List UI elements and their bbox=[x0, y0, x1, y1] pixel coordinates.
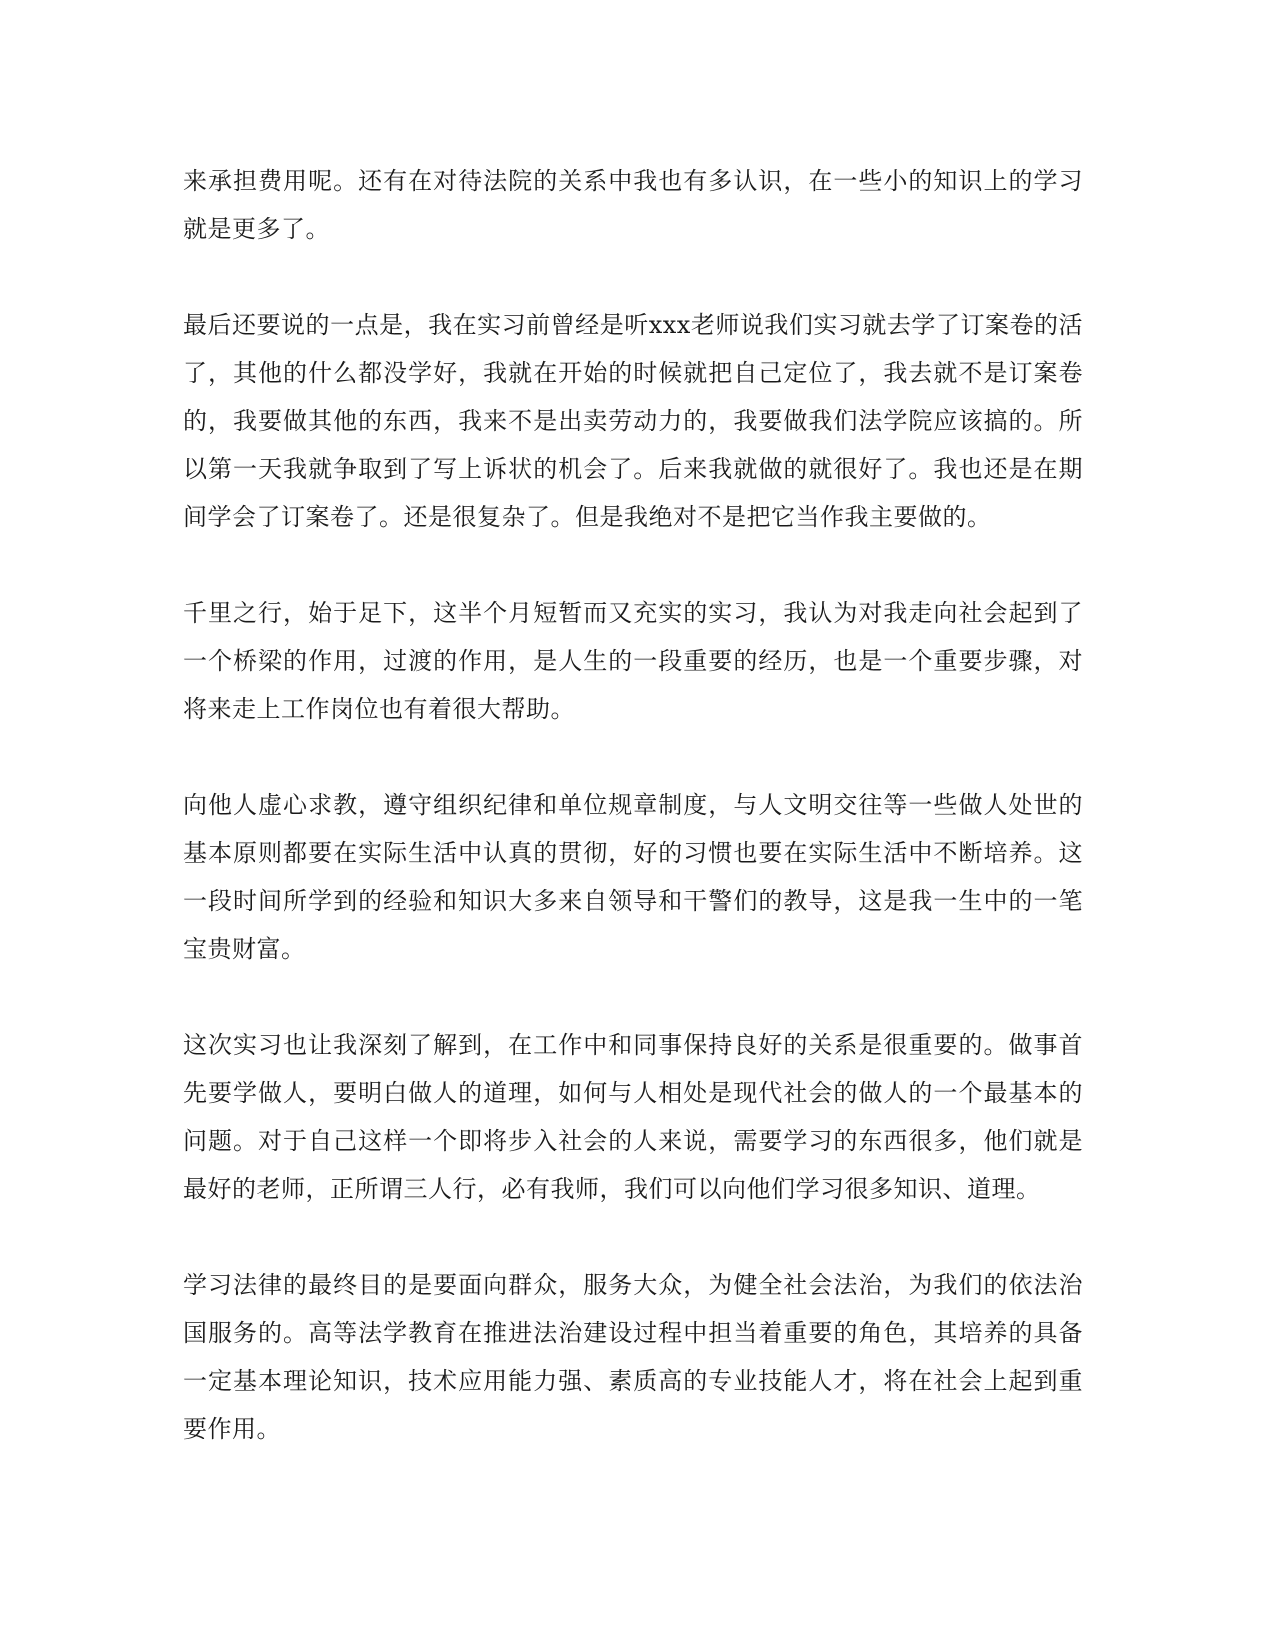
paragraph: 最后还要说的一点是，我在实习前曾经是听xxx老师说我们实习就去学了订案卷的活了，其他的什么都没学好，我就在开始的时候就把自己定位了，我去就不是订案卷的，我要做其他的东西，我来不是出卖劳动力的，我要做我们法学院应该搞的。所以第一天我就争取到了写上诉状的机会了。后来我就做的就很好了。我也还是在期间学会了订案卷了。还是很复杂了。但是我绝对不是把它当作我主要做的。 bbox=[183, 311, 1083, 531]
paragraph: 这次实习也让我深刻了解到，在工作中和同事保持良好的关系是很重要的。做事首先要学做人，要明白做人的道理，如何与人相处是现代社会的做人的一个最基本的问题。对于自己这样一个即将步入社会的人来说，需要学习的东西很多，他们就是最好的老师，正所谓三人行，必有我师，我们可以向他们学习很多知识、道理。 bbox=[183, 1031, 1083, 1203]
document-body bbox=[183, 157, 1083, 1453]
paragraph: 向他人虚心求教，遵守组织纪律和单位规章制度，与人文明交往等一些做人处世的基本原则都要在实际生活中认真的贯彻，好的习惯也要在实际生活中不断培养。这一段时间所学到的经验和知识大多来自领导和干警们的教导，这是我一生中的一笔宝贵财富。 bbox=[183, 791, 1083, 963]
paragraph: 千里之行，始于足下，这半个月短暂而又充实的实习，我认为对我走向社会起到了一个桥梁的作用，过渡的作用，是人生的一段重要的经历，也是一个重要步骤，对将来走上工作岗位也有着很大帮助。 bbox=[183, 599, 1083, 723]
paragraph: 来承担费用呢。还有在对待法院的关系中我也有多认识，在一些小的知识上的学习就是更多了。 bbox=[183, 167, 1083, 243]
paragraph: 学习法律的最终目的是要面向群众，服务大众，为健全社会法治，为我们的依法治国服务的。高等法学教育在推进法治建设过程中担当着重要的角色，其培养的具备一定基本理论知识，技术应用能力强、素质高的专业技能人才，将在社会上起到重要作用。 bbox=[183, 1271, 1083, 1443]
